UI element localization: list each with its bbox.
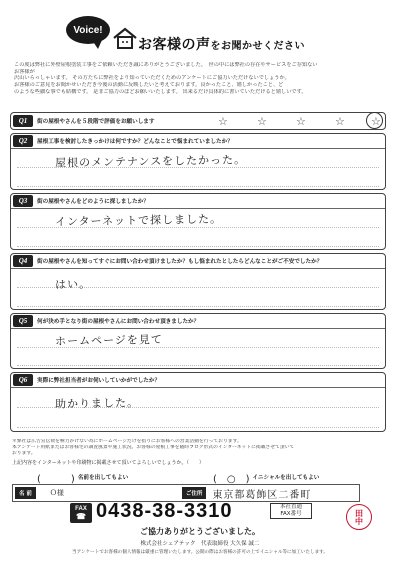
question-2 <box>10 133 386 190</box>
star-icon[interactable]: ☆ <box>296 115 306 128</box>
question-3-answer[interactable]: インターネットで探しました。 <box>54 212 223 229</box>
title-part2: 声 <box>196 37 211 53</box>
question-3-number: Q3 <box>13 195 33 207</box>
question-4-header <box>11 254 385 269</box>
option-initial-label: イニシャルを出してもよい <box>252 475 320 481</box>
address-field[interactable]: 東京都葛飾区二番町 <box>212 489 312 501</box>
question-2-text: 屋根工事を検討したきっかけは何ですか？どんなことで悩まれていましたか？ <box>37 139 233 145</box>
intro-line: 沢山いらっしゃいます。 その方たちに弊社をより知っていただくためのアンケートにご協力いただけないでしょうか。 <box>14 75 290 82</box>
intro-line: この度は弊社に外壁屋根塗装工事をご依頼いただき誠にありがとうございました。 世の中には弊社の存在やサービスをご存知ない <box>14 62 318 68</box>
title-part3: をお聞かせください <box>210 41 305 52</box>
title-part1: お客様の <box>138 37 196 53</box>
fax-number-tag: 本社直通 FAX番号 <box>270 503 312 519</box>
note-line: ＊弊社は広告宣伝費を極力かけない為にホームページだけを指りにお客様への営業活動を行っております。 <box>12 439 242 444</box>
question-5-text: 何が決め手となり街の屋根やさんにお問い合わせ頂きましたか？ <box>37 319 200 325</box>
question-6-text: 実際に弊社担当者がお伺いしていかがでしたか？ <box>37 378 161 384</box>
question-5 <box>10 313 386 369</box>
fax-number: 0438-38-3310 <box>96 500 233 522</box>
hanko-seal <box>346 504 372 530</box>
question-1-number: Q1 <box>13 115 33 127</box>
seal-char-top: 田 <box>355 508 363 518</box>
address-label: ご住所 <box>182 487 207 499</box>
company-name: 株式会社シェアテック 代表取締役 大久保 誠二 <box>140 541 260 547</box>
fax-icon <box>70 503 92 523</box>
answer-line <box>17 365 379 366</box>
question-3 <box>10 193 386 250</box>
question-5-header <box>11 314 385 329</box>
question-4 <box>10 253 386 310</box>
question-6-number: Q6 <box>13 374 33 386</box>
question-3-text: 街の屋根やさんをどのように探しましたか？ <box>37 199 149 205</box>
answer-line <box>17 186 379 187</box>
option-name-ok[interactable] <box>34 471 128 483</box>
voice-badge-tail <box>92 40 102 49</box>
question-4-text: 街の屋根やさんを知ってすぐにお問い合わせ頂けましたか？もし悩まれたとしたらどんなことがご不安でしたか？ <box>37 259 323 265</box>
selected-rating-circle <box>366 112 383 129</box>
question-5-number: Q5 <box>13 315 33 327</box>
option-name-paren[interactable]: ( ) <box>37 473 75 485</box>
option-name-label: 名前を出してもよい <box>77 475 129 481</box>
question-1 <box>10 112 386 130</box>
thanks-message: ご協力ありがとうございました。 <box>140 527 260 536</box>
option-initial-paren[interactable]: ( ○ ) <box>213 473 250 485</box>
fax-label: FAX <box>75 505 87 512</box>
seal-char-bottom: 中 <box>355 516 363 526</box>
option-initial-mark: ○ <box>226 473 236 485</box>
question-2-header <box>11 134 385 149</box>
name-label: 名 前 <box>15 487 36 499</box>
note-line: おります。 <box>12 451 36 456</box>
question-1-header <box>11 113 385 129</box>
voice-badge: Voice! <box>66 16 110 44</box>
name-field[interactable]: Ｏ様 <box>49 489 64 497</box>
answer-line <box>17 306 379 307</box>
answer-line <box>17 246 379 247</box>
star-icon[interactable]: ☆ <box>371 115 381 128</box>
privacy-footer: 当アンケートでお客様の個人情報は厳重に管理いたします。公開の際はお客様の許可の上でイニシャル等に加工いたします。 <box>72 550 328 555</box>
question-4-answer[interactable]: はい。 <box>54 277 92 292</box>
question-1-text: 街の屋根やさんを５段階で評価をお願いします <box>37 119 155 125</box>
publication-note <box>12 439 388 457</box>
star-icon[interactable]: ☆ <box>218 115 228 128</box>
answer-line <box>17 427 379 428</box>
question-3-header <box>11 194 385 209</box>
question-6-answer[interactable]: 助かりました。 <box>54 396 140 411</box>
fax-machine-glyph: ☎ <box>76 511 86 521</box>
intro-text <box>14 62 388 96</box>
house-icon <box>112 27 138 49</box>
intro-line: のような些細な事でも結構です。 是非ご協力のほどお願いいたします。 出来るだけ具体的に書いていただけると嬉しいです。 <box>14 88 307 95</box>
question-4-number: Q4 <box>13 255 33 267</box>
question-5-answer[interactable]: ホームページを見て <box>54 333 163 348</box>
question-2-number: Q2 <box>13 135 33 147</box>
intro-line: お客様のご意見をお聞かせいただき今後の活動に反映したいと考えております。良かったこと、嬉しかったこと、ど <box>14 82 284 89</box>
page-title <box>138 34 305 54</box>
question-6 <box>10 372 386 432</box>
star-icon[interactable]: ☆ <box>257 115 267 128</box>
note-line: 本アンケート用紙またはお客様宅の調査風景や施工状況、お客様の屋根工事を随時ブログ形式のインターネットに掲載させて頂いて <box>12 445 295 450</box>
intro-line: お客様が <box>14 68 35 75</box>
question-6-header <box>11 373 385 388</box>
consent-question: 上記内容をインターネットや印刷物に掲載させて頂いてよろしいでしょうか。（ ） <box>12 460 205 466</box>
question-2-answer[interactable]: 屋根のメンテナンスをしたかった。 <box>54 153 247 170</box>
star-icon[interactable]: ☆ <box>335 115 345 128</box>
option-initial-ok[interactable] <box>210 471 319 483</box>
